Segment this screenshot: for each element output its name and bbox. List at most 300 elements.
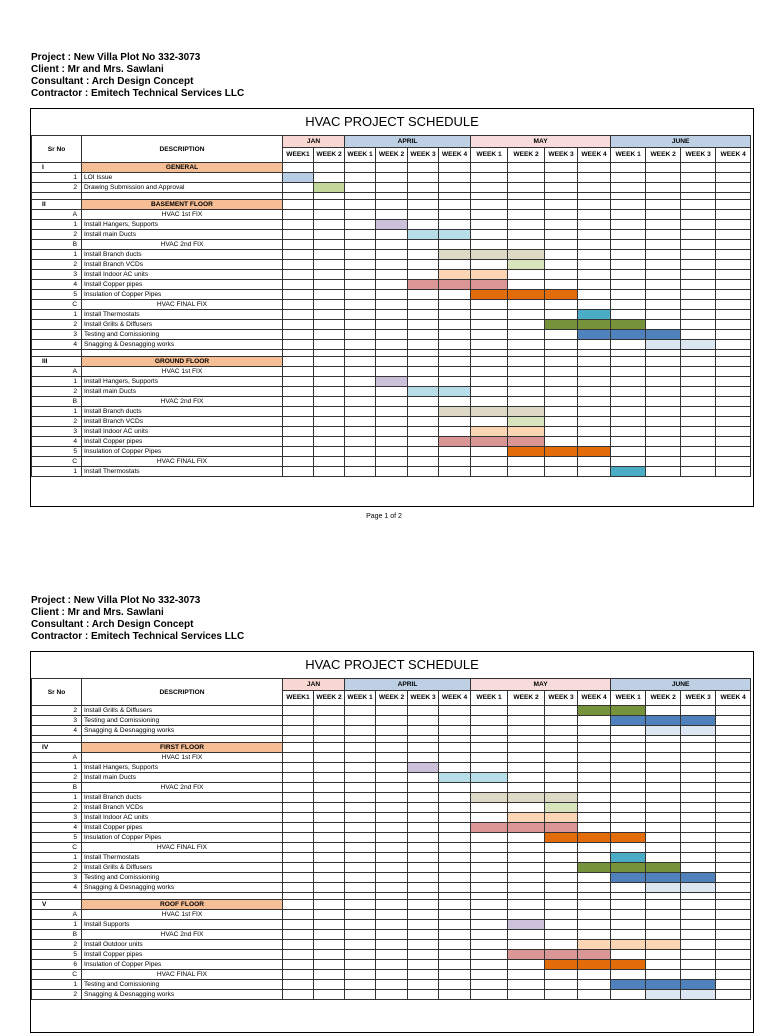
task-row [32, 823, 751, 833]
week-cell [545, 990, 578, 1000]
week-cell [545, 783, 578, 793]
week-cell [578, 250, 611, 260]
week-cell [578, 930, 611, 940]
week-cell [545, 310, 578, 320]
week-cell [578, 457, 611, 467]
week-cell [545, 706, 578, 716]
gantt-bar [545, 290, 578, 300]
week-cell [408, 163, 439, 173]
task-number: 1 [32, 250, 82, 260]
week-cell [376, 270, 408, 280]
week-header: WEEK 4 [578, 691, 611, 706]
week-cell [716, 270, 751, 280]
week-cell [345, 716, 376, 726]
task-row [32, 270, 751, 280]
week-cell [408, 873, 439, 883]
sub-number: C [32, 300, 82, 310]
week-cell [408, 753, 439, 763]
task-description: Insulation of Copper Pipes [82, 447, 283, 457]
week-cell [376, 910, 408, 920]
task-description: Insulation of Copper Pipes [82, 290, 283, 300]
gantt-bar [646, 340, 681, 350]
week-cell [471, 350, 508, 357]
gantt-bar [611, 706, 646, 716]
week-cell [283, 467, 314, 477]
week-cell [471, 457, 508, 467]
week-header: WEEK 2 [314, 148, 345, 163]
gantt-bar [611, 467, 646, 477]
gantt-bar [439, 773, 471, 783]
week-cell [345, 260, 376, 270]
week-cell [508, 300, 545, 310]
week-cell [716, 210, 751, 220]
week-cell [508, 803, 545, 813]
week-cell [508, 340, 545, 350]
week-cell [471, 763, 508, 773]
week-cell [345, 833, 376, 843]
week-cell [314, 270, 345, 280]
week-cell [314, 990, 345, 1000]
task-row [32, 220, 751, 230]
week-cell [408, 397, 439, 407]
week-cell [283, 320, 314, 330]
gantt-bar [578, 706, 611, 716]
task-description: Install Copper pipes [82, 280, 283, 290]
week-cell [376, 873, 408, 883]
gantt-bar [681, 873, 716, 883]
week-cell [376, 823, 408, 833]
week-cell [508, 350, 545, 357]
week-cell [283, 910, 314, 920]
week-cell [578, 803, 611, 813]
week-cell [611, 367, 646, 377]
week-cell [345, 823, 376, 833]
week-cell [545, 280, 578, 290]
week-cell [283, 270, 314, 280]
week-cell [611, 200, 646, 210]
week-cell [681, 367, 716, 377]
task-number: 4 [32, 883, 82, 893]
week-cell [681, 457, 716, 467]
week-cell [716, 457, 751, 467]
week-cell [646, 753, 681, 763]
week-cell [376, 417, 408, 427]
gantt-bar [471, 290, 508, 300]
gantt-bar [545, 320, 578, 330]
week-cell [578, 427, 611, 437]
week-cell [716, 310, 751, 320]
week-header: WEEK 3 [681, 148, 716, 163]
week-cell [508, 960, 545, 970]
subsection-row [32, 783, 751, 793]
week-cell [471, 447, 508, 457]
week-cell [611, 183, 646, 193]
week-cell [283, 240, 314, 250]
week-cell [545, 417, 578, 427]
gantt-bar [646, 863, 681, 873]
week-cell [578, 193, 611, 200]
week-cell [716, 330, 751, 340]
week-cell [314, 940, 345, 950]
week-cell [681, 357, 716, 367]
week-cell [283, 970, 314, 980]
week-cell [345, 930, 376, 940]
week-cell [681, 173, 716, 183]
week-cell [578, 290, 611, 300]
week-cell [314, 763, 345, 773]
week-cell [716, 726, 751, 736]
gantt-bar [471, 793, 508, 803]
sub-number: C [32, 970, 82, 980]
week-cell [646, 210, 681, 220]
week-cell [408, 900, 439, 910]
sub-title: HVAC FINAL FIX [82, 457, 283, 467]
week-cell [681, 940, 716, 950]
week-cell [345, 920, 376, 930]
section-number: III [32, 357, 82, 367]
week-cell [545, 427, 578, 437]
week-cell [545, 270, 578, 280]
week-cell [439, 260, 471, 270]
week-cell [681, 783, 716, 793]
week-cell [681, 736, 716, 743]
week-cell [646, 893, 681, 900]
sub-title: HVAC 2nd FIX [82, 783, 283, 793]
week-cell [408, 250, 439, 260]
task-description: Snagging & Desnagging works [82, 726, 283, 736]
task-row [32, 763, 751, 773]
task-description: Install Thermostats [82, 467, 283, 477]
week-cell [508, 357, 545, 367]
subsection-row [32, 843, 751, 853]
week-cell [408, 743, 439, 753]
week-cell [408, 980, 439, 990]
week-cell [283, 367, 314, 377]
week-cell [345, 726, 376, 736]
week-header: WEEK 3 [408, 148, 439, 163]
gantt-bar [611, 330, 646, 340]
week-cell [545, 940, 578, 950]
week-cell [314, 407, 345, 417]
week-cell [345, 320, 376, 330]
week-cell [345, 200, 376, 210]
task-number: 1 [32, 407, 82, 417]
week-cell [716, 706, 751, 716]
week-cell [646, 220, 681, 230]
week-header: WEEK 2 [646, 691, 681, 706]
week-cell [345, 330, 376, 340]
week-cell [439, 397, 471, 407]
week-cell [646, 260, 681, 270]
page-footer: Page 1 of 2 [366, 513, 402, 520]
week-cell [408, 457, 439, 467]
week-cell [578, 873, 611, 883]
project-line: Project : New Villa Plot No 332-3073 [31, 595, 201, 606]
week-cell [716, 950, 751, 960]
task-description: Install Branch ducts [82, 407, 283, 417]
week-cell [716, 803, 751, 813]
week-cell [439, 793, 471, 803]
week-cell [314, 397, 345, 407]
week-cell [471, 367, 508, 377]
task-row [32, 883, 751, 893]
week-cell [545, 377, 578, 387]
description-cell [82, 736, 283, 743]
week-cell [283, 193, 314, 200]
week-cell [716, 387, 751, 397]
week-cell [545, 900, 578, 910]
month-header: JAN [283, 136, 345, 148]
week-cell [439, 427, 471, 437]
week-cell [376, 813, 408, 823]
week-cell [646, 280, 681, 290]
week-cell [345, 310, 376, 320]
week-cell [314, 173, 345, 183]
week-cell [345, 367, 376, 377]
week-cell [283, 200, 314, 210]
consultant-line: Consultant : Arch Design Concept [31, 76, 194, 87]
week-cell [314, 340, 345, 350]
section-title: ROOF FLOOR [82, 900, 283, 910]
week-cell [578, 843, 611, 853]
week-cell [376, 863, 408, 873]
task-description: Install Grills & Diffusers [82, 320, 283, 330]
week-cell [611, 250, 646, 260]
gantt-bar [508, 950, 545, 960]
week-cell [681, 220, 716, 230]
week-cell [408, 843, 439, 853]
sub-title: HVAC 2nd FIX [82, 240, 283, 250]
task-description: Install Indoor AC units [82, 270, 283, 280]
gantt-bar [578, 960, 611, 970]
week-cell [578, 970, 611, 980]
gantt-bar [508, 813, 545, 823]
gantt-bar [439, 280, 471, 290]
week-cell [314, 230, 345, 240]
week-cell [646, 736, 681, 743]
week-cell [408, 726, 439, 736]
week-cell [508, 970, 545, 980]
week-cell [545, 970, 578, 980]
week-cell [578, 813, 611, 823]
week-cell [439, 447, 471, 457]
week-cell [345, 893, 376, 900]
week-cell [376, 210, 408, 220]
gantt-bar [508, 417, 545, 427]
week-cell [314, 210, 345, 220]
task-number: 1 [32, 310, 82, 320]
week-cell [376, 706, 408, 716]
week-cell [376, 783, 408, 793]
week-cell [545, 920, 578, 930]
gantt-bar [545, 447, 578, 457]
week-cell [376, 773, 408, 783]
task-number: 4 [32, 340, 82, 350]
subsection-row [32, 930, 751, 940]
week-cell [611, 427, 646, 437]
week-cell [376, 853, 408, 863]
week-cell [545, 193, 578, 200]
week-cell [545, 260, 578, 270]
month-header: MAY [471, 136, 611, 148]
gantt-bar [408, 230, 439, 240]
week-cell [345, 437, 376, 447]
week-cell [646, 407, 681, 417]
week-cell [508, 457, 545, 467]
week-cell [314, 427, 345, 437]
week-cell [578, 220, 611, 230]
task-number: 1 [32, 763, 82, 773]
week-cell [439, 377, 471, 387]
task-row [32, 920, 751, 930]
week-cell [376, 726, 408, 736]
task-row [32, 387, 751, 397]
week-cell [376, 290, 408, 300]
section-number: I [32, 163, 82, 173]
gantt-bar [545, 803, 578, 813]
week-cell [578, 920, 611, 930]
week-cell [716, 900, 751, 910]
task-number: 2 [32, 230, 82, 240]
week-cell [611, 970, 646, 980]
week-cell [283, 743, 314, 753]
week-cell [471, 960, 508, 970]
task-row [32, 377, 751, 387]
gantt-bar [681, 990, 716, 1000]
week-cell [471, 970, 508, 980]
week-cell [314, 970, 345, 980]
week-cell [376, 230, 408, 240]
week-cell [283, 726, 314, 736]
week-cell [345, 387, 376, 397]
week-cell [408, 970, 439, 980]
week-cell [345, 280, 376, 290]
week-cell [376, 753, 408, 763]
week-cell [611, 803, 646, 813]
task-number: 5 [32, 290, 82, 300]
week-cell [283, 763, 314, 773]
week-cell [545, 736, 578, 743]
week-cell [545, 467, 578, 477]
week-cell [345, 960, 376, 970]
week-cell [408, 193, 439, 200]
week-cell [283, 387, 314, 397]
description-header: DESCRIPTION [82, 679, 283, 706]
week-header: WEEK 1 [345, 691, 376, 706]
task-description: Install Grills & Diffusers [82, 863, 283, 873]
week-cell [376, 193, 408, 200]
week-cell [545, 240, 578, 250]
blank-row [32, 893, 751, 900]
week-cell [439, 873, 471, 883]
week-cell [439, 753, 471, 763]
task-row [32, 437, 751, 447]
week-cell [578, 183, 611, 193]
week-cell [646, 950, 681, 960]
week-cell [408, 736, 439, 743]
week-cell [471, 230, 508, 240]
gantt-bar [376, 377, 408, 387]
week-cell [681, 320, 716, 330]
week-cell [471, 940, 508, 950]
week-cell [508, 330, 545, 340]
week-cell [408, 960, 439, 970]
week-cell [314, 823, 345, 833]
week-cell [716, 783, 751, 793]
week-cell [611, 950, 646, 960]
week-cell [611, 163, 646, 173]
week-cell [611, 753, 646, 763]
schedule-title: HVAC PROJECT SCHEDULE [305, 114, 479, 129]
week-cell [345, 883, 376, 893]
week-cell [716, 743, 751, 753]
section-title: GENERAL [82, 163, 283, 173]
week-cell [716, 397, 751, 407]
week-cell [314, 350, 345, 357]
gantt-bar [578, 863, 611, 873]
sr-no-header: Sr No [32, 136, 82, 163]
week-cell [611, 173, 646, 183]
task-row [32, 980, 751, 990]
week-cell [545, 773, 578, 783]
week-cell [578, 437, 611, 447]
week-cell [681, 920, 716, 930]
blank-row [32, 736, 751, 743]
task-row [32, 716, 751, 726]
week-cell [408, 990, 439, 1000]
week-cell [314, 960, 345, 970]
week-cell [376, 387, 408, 397]
gantt-bar [611, 873, 646, 883]
week-cell [681, 893, 716, 900]
week-cell [345, 793, 376, 803]
week-cell [471, 193, 508, 200]
task-number: 4 [32, 823, 82, 833]
task-number: 4 [32, 726, 82, 736]
week-cell [314, 417, 345, 427]
month-header: MAY [471, 679, 611, 691]
gantt-bar [508, 793, 545, 803]
week-cell [508, 853, 545, 863]
sub-number: C [32, 843, 82, 853]
task-number: 2 [32, 320, 82, 330]
week-cell [408, 407, 439, 417]
week-cell [283, 863, 314, 873]
week-cell [716, 193, 751, 200]
section-row [32, 200, 751, 210]
gantt-bar [611, 716, 646, 726]
week-cell [345, 773, 376, 783]
week-cell [508, 716, 545, 726]
gantt-bar [646, 883, 681, 893]
task-description: Install Copper pipes [82, 950, 283, 960]
task-description: Install main Ducts [82, 230, 283, 240]
week-cell [283, 220, 314, 230]
week-cell [545, 163, 578, 173]
week-cell [681, 230, 716, 240]
subsection-row [32, 210, 751, 220]
week-cell [314, 310, 345, 320]
week-cell [376, 310, 408, 320]
week-cell [283, 753, 314, 763]
week-cell [681, 803, 716, 813]
week-cell [545, 230, 578, 240]
week-cell [314, 803, 345, 813]
sr-cell [32, 350, 82, 357]
section-row [32, 743, 751, 753]
task-description: Testing and Comissioning [82, 980, 283, 990]
week-cell [716, 260, 751, 270]
